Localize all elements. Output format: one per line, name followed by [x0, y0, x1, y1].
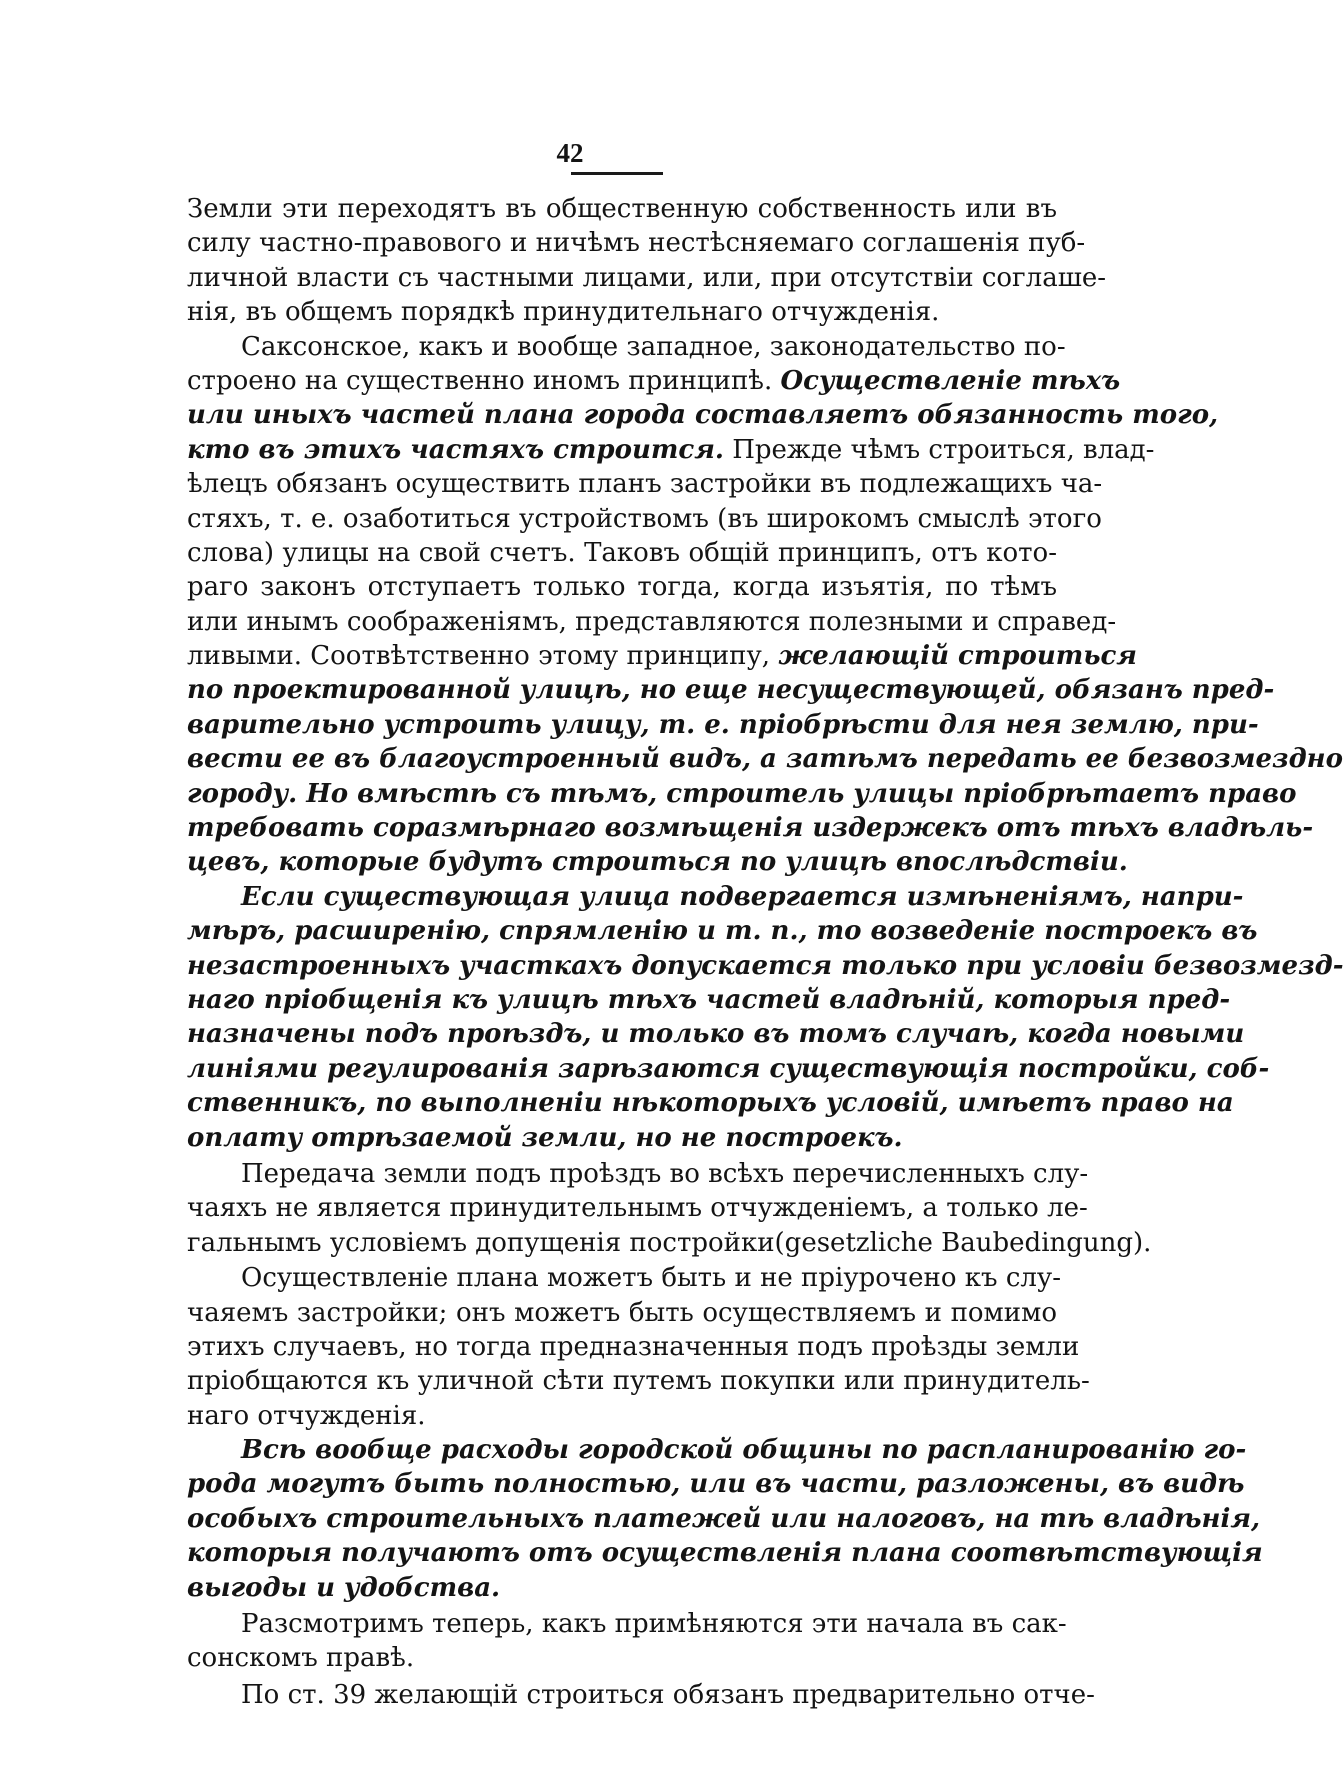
text-segment: строено на существенно иномъ принципѣ. [187, 365, 781, 396]
text-line [187, 1121, 1057, 1155]
text-line [187, 639, 1137, 673]
text-line [187, 398, 1219, 432]
emphasized-text: цевъ, которые будутъ строиться по улицѣ впослѣдствіи. [187, 847, 1128, 878]
text-segment: Осуществленіе плана можетъ быть и не пріурочено къ слу- [241, 1263, 1061, 1294]
text-line [187, 192, 1057, 226]
emphasized-text: по проектированной улицѣ, но еще несуществующей, обязанъ пред- [187, 675, 1275, 706]
text-line [187, 673, 1275, 707]
text-segment: Земли эти переходятъ въ общественную собственность или въ [187, 194, 1057, 224]
paragraph [187, 330, 1343, 880]
page-number: 42 [556, 138, 584, 168]
emphasized-text: кто въ этихъ частяхъ строится. [187, 434, 724, 465]
text-line [187, 1641, 1057, 1675]
emphasized-text: Если существующая улица подвергается измѣненіямъ, напри- [241, 881, 1244, 912]
text-line [187, 1296, 1057, 1330]
text-line [187, 845, 1128, 879]
text-segment: пріобщаются къ уличной сѣти путемъ покупки или принудитель- [187, 1366, 1090, 1397]
text-line [187, 1157, 1089, 1191]
emphasized-text: которыя получаютъ отъ осуществленія плана соотвѣтствующія [187, 1538, 1263, 1569]
emphasized-text: Осуществленіе тѣхъ [780, 365, 1121, 396]
text-segment: гальнымъ условіемъ допущенія постройки(gesetzliche Baubedingung). [187, 1227, 1152, 1258]
text-segment: нія, въ общемъ порядкѣ принудительнаго отчужденія. [187, 297, 940, 328]
emphasized-text: незастроенныхъ участкахъ допускается только при условіи безвозмезд- [187, 950, 1344, 981]
text-segment: Разсмотримъ теперь, какъ примѣняются эти начала въ сак- [241, 1609, 1067, 1640]
text-line [187, 1536, 1263, 1570]
text-segment: сонскомъ правѣ. [187, 1643, 415, 1674]
text-line [187, 467, 1103, 501]
text-line [187, 1571, 1057, 1605]
emphasized-text: желающій строиться [778, 641, 1137, 672]
text-segment: чаяемъ застройки; онъ можетъ быть осуществляемъ и помимо [187, 1297, 1057, 1328]
text-line [187, 261, 1107, 295]
text-segment: чаяхъ не является принудительнымъ отчужденіемъ, а только ле- [187, 1193, 1088, 1224]
paragraph [187, 192, 1107, 330]
paragraph [187, 880, 1344, 1155]
text-line [187, 1086, 1234, 1120]
emphasized-text: вести ее въ благоустроенный видъ, а затѣмъ передать ее безвозмездно [187, 744, 1343, 775]
page-body-text [187, 192, 1344, 1712]
paragraph [187, 1607, 1067, 1676]
text-segment: стяхъ, т. е. озаботиться устройствомъ (въ широкомъ смыслѣ этого [187, 503, 1102, 534]
text-line [187, 708, 1259, 742]
page-number-underline [571, 172, 663, 175]
text-line [187, 605, 1117, 639]
text-segment: Передача земли подъ проѣздъ во всѣхъ перечисленныхъ слу- [241, 1158, 1089, 1189]
text-segment: По ст. 39 желающій строиться обязанъ предварительно отче- [241, 1679, 1095, 1710]
text-line [187, 1678, 1095, 1712]
text-line [187, 226, 1086, 260]
text-line [187, 1191, 1088, 1225]
emphasized-text: городу. Но вмѣстѣ съ тѣмъ, строитель улицы пріобрѣтаетъ право [187, 778, 1297, 809]
text-line [187, 1261, 1061, 1295]
text-line [187, 880, 1244, 914]
text-line [187, 1433, 1247, 1467]
paragraph [187, 1157, 1152, 1260]
text-segment: силу частно-правового и ничѣмъ нестѣсняемаго соглашенія пуб- [187, 228, 1086, 259]
text-line [187, 570, 1057, 604]
text-segment: личной власти съ частными лицами, или, при отсутствіи соглаше- [187, 262, 1107, 293]
text-line [187, 502, 1102, 536]
paragraph [187, 1433, 1263, 1605]
text-line [187, 1399, 1057, 1433]
text-line [187, 1017, 1245, 1051]
text-line [187, 295, 1057, 329]
emphasized-text: наго пріобщенія къ улицѣ тѣхъ частей владѣній, которыя пред- [187, 984, 1231, 1015]
emphasized-text: оплату отрѣзаемой земли, но не построекъ. [187, 1122, 903, 1153]
emphasized-text: Всѣ вообще расходы городской общины по распланированію го- [241, 1435, 1247, 1466]
text-line [187, 536, 1057, 570]
emphasized-text: ственникъ, по выполненіи нѣкоторыхъ условій, имѣетъ право на [187, 1088, 1234, 1119]
text-line [187, 1607, 1067, 1641]
text-segment: ѣлецъ обязанъ осуществить планъ застройки въ подлежащихъ ча- [187, 469, 1103, 500]
paragraph [187, 1261, 1090, 1433]
emphasized-text: рода могутъ быть полностью, или въ части, разложены, въ видѣ [187, 1469, 1245, 1500]
text-segment: слова) улицы на свой счетъ. Таковъ общій принципъ, отъ кото- [187, 537, 1057, 568]
text-segment: ливыми. Соотвѣтственно этому принципу, [187, 641, 779, 672]
text-line [187, 364, 1121, 398]
emphasized-text: требовать соразмѣрнаго возмѣщенія издержекъ отъ тѣхъ владѣль- [187, 813, 1314, 844]
text-line [187, 983, 1231, 1017]
text-line [187, 777, 1297, 811]
text-line [187, 811, 1314, 845]
text-line [187, 1052, 1270, 1086]
text-line [187, 1467, 1245, 1501]
text-segment: или инымъ соображеніямъ, представляются полезными и справед- [187, 606, 1117, 637]
text-line [187, 742, 1343, 776]
emphasized-text: выгоды и удобства. [187, 1572, 501, 1603]
text-line [187, 1330, 1080, 1364]
text-segment: наго отчужденія. [187, 1400, 426, 1431]
text-segment: этихъ случаевъ, но тогда предназначенныя подъ проѣзды земли [187, 1331, 1080, 1362]
text-line [187, 1502, 1261, 1536]
emphasized-text: или иныхъ частей плана города составляетъ обязанность того, [187, 400, 1219, 431]
text-line [187, 330, 1066, 364]
emphasized-text: варительно устроить улицу, т. е. пріобрѣсти для нея землю, при- [187, 709, 1259, 740]
emphasized-text: мѣръ, расширенію, спрямленію и т. п., то возведеніе построекъ въ [187, 916, 1258, 947]
text-segment: Прежде чѣмъ строиться, влад- [723, 434, 1155, 465]
emphasized-text: особыхъ строительныхъ платежей или налоговъ, на тѣ владѣнія, [187, 1503, 1261, 1534]
emphasized-text: линіями регулированія зарѣзаются существующія постройки, соб- [187, 1053, 1270, 1084]
text-line [187, 1226, 1152, 1260]
text-segment: Саксонское, какъ и вообще западное, законодательство по- [241, 331, 1066, 362]
text-line [187, 433, 1155, 467]
text-segment: раго законъ отступаетъ только тогда, когда изъятія, по тѣмъ [187, 572, 1057, 603]
paragraph [187, 1678, 1095, 1712]
text-line [187, 914, 1258, 948]
text-line [187, 949, 1344, 983]
text-line [187, 1364, 1090, 1398]
emphasized-text: назначены подъ проѣздъ, и только въ томъ случаѣ, когда новыми [187, 1019, 1245, 1050]
